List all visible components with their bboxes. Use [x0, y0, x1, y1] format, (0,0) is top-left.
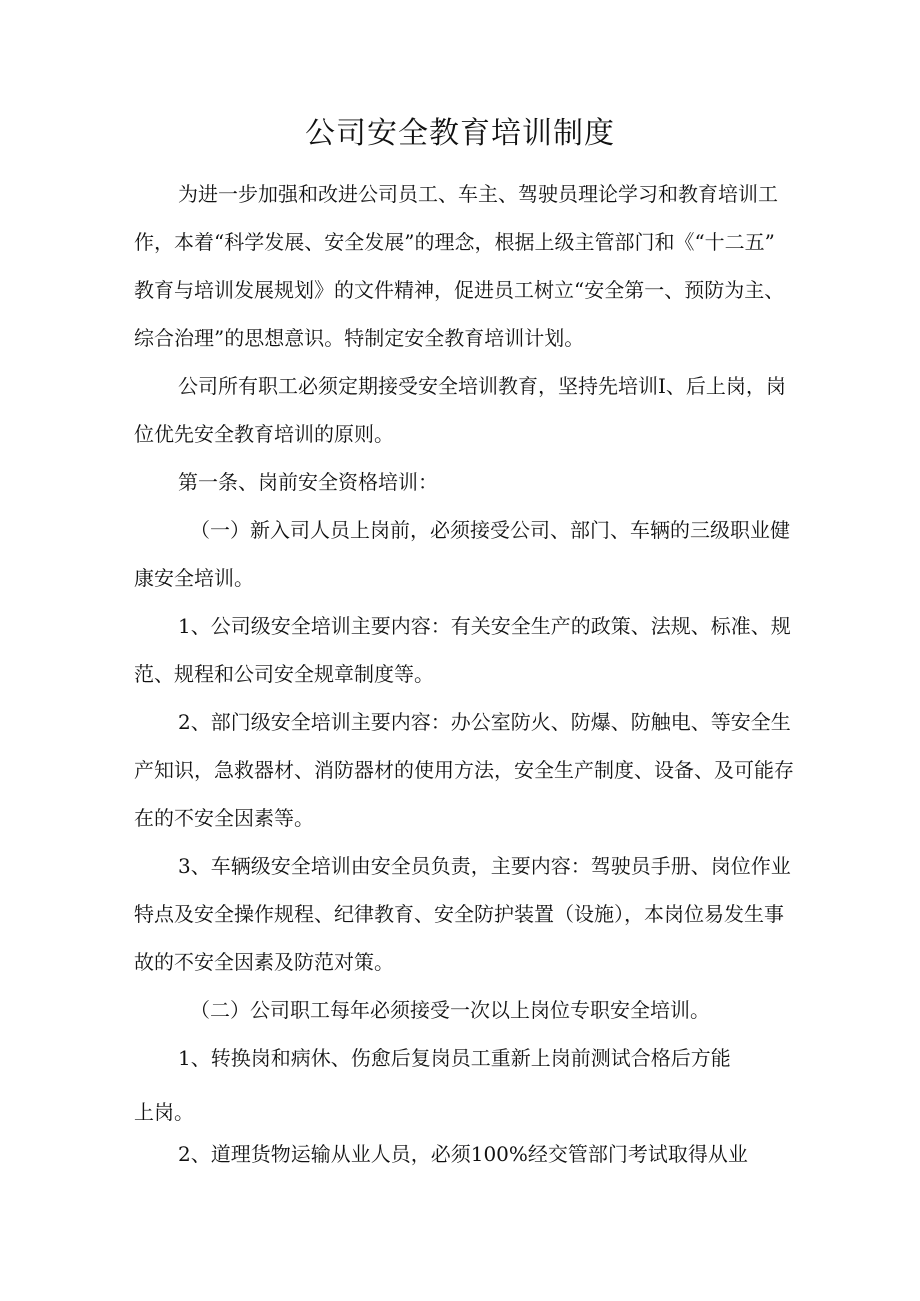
paragraph-line: （二）公司职工每年必须接受一次以上岗位专职安全培训。 — [190, 998, 710, 1022]
item-cargo-transport — [134, 1130, 794, 1178]
paragraph-line: 产知识，急救器材、消防器材的使用方法，安全生产制度、设备、及可能存 — [134, 758, 794, 782]
paragraph-line: 上岗。 — [134, 1100, 194, 1124]
paragraph-intro — [134, 170, 794, 362]
paragraph-line: （一）新入司人员上岗前，必须接受公司、部门、车辆的三级职业健 — [190, 518, 790, 542]
paragraph-line: 3、车辆级安全培训由安全员负责，主要内容：驾驶员手册、岗位作业 — [178, 854, 791, 878]
paragraph-line: 为进一步加强和改进公司员工、车主、驾驶员理论学习和教育培训工 — [178, 182, 778, 206]
item-reassignment-continued — [134, 1088, 794, 1136]
paragraph-line: 特点及安全操作规程、纪律教育、安全防护装置（设施），本岗位易发生事 — [134, 902, 784, 926]
paragraph-line: 康安全培训。 — [134, 566, 254, 590]
paragraph-line: 故的不安全因素及防范对策。 — [134, 950, 394, 974]
section-two — [134, 986, 794, 1034]
paragraph-line: 综合治理”的思想意识。特制定安全教育培训计划。 — [134, 326, 585, 350]
paragraph-line: 位优先安全教育培训的原则。 — [134, 422, 394, 446]
article-heading — [134, 458, 794, 506]
paragraph-line: 教育与培训发展规划》的文件精神，促进员工树立“安全第一、预防为主、 — [134, 278, 785, 302]
item-reassignment — [134, 1034, 794, 1082]
paragraph-principle — [134, 362, 794, 458]
paragraph-line: 2、部门级安全培训主要内容：办公室防火、防爆、防触电、等安全生 — [178, 710, 791, 734]
paragraph-line: 作，本着“科学发展、安全发展”的理念，根据上级主管部门和《“十二五” — [134, 230, 775, 254]
paragraph-line: 2、道理货物运输从业人员，必须100%经交管部门考试取得从业 — [178, 1142, 748, 1166]
paragraph-line: 1、转换岗和病休、伤愈后复岗员工重新上岗前测试合格后方能 — [178, 1046, 731, 1070]
paragraph-line: 第一条、岗前安全资格培训： — [178, 470, 438, 494]
paragraph-line: 范、规程和公司安全规章制度等。 — [134, 662, 434, 686]
section-one — [134, 506, 794, 602]
item-company-training — [134, 602, 794, 698]
paragraph-line: 公司所有职工必须定期接受安全培训教育，坚持先培训I、后上岗，岗 — [178, 374, 786, 398]
document-title: 公司安全教育培训制度 — [305, 116, 615, 151]
item-department-training — [134, 698, 794, 842]
paragraph-line: 1、公司级安全培训主要内容：有关安全生产的政策、法规、标准、规 — [178, 614, 791, 638]
item-vehicle-training — [134, 842, 794, 986]
paragraph-line: 在的不安全因素等。 — [134, 806, 314, 830]
